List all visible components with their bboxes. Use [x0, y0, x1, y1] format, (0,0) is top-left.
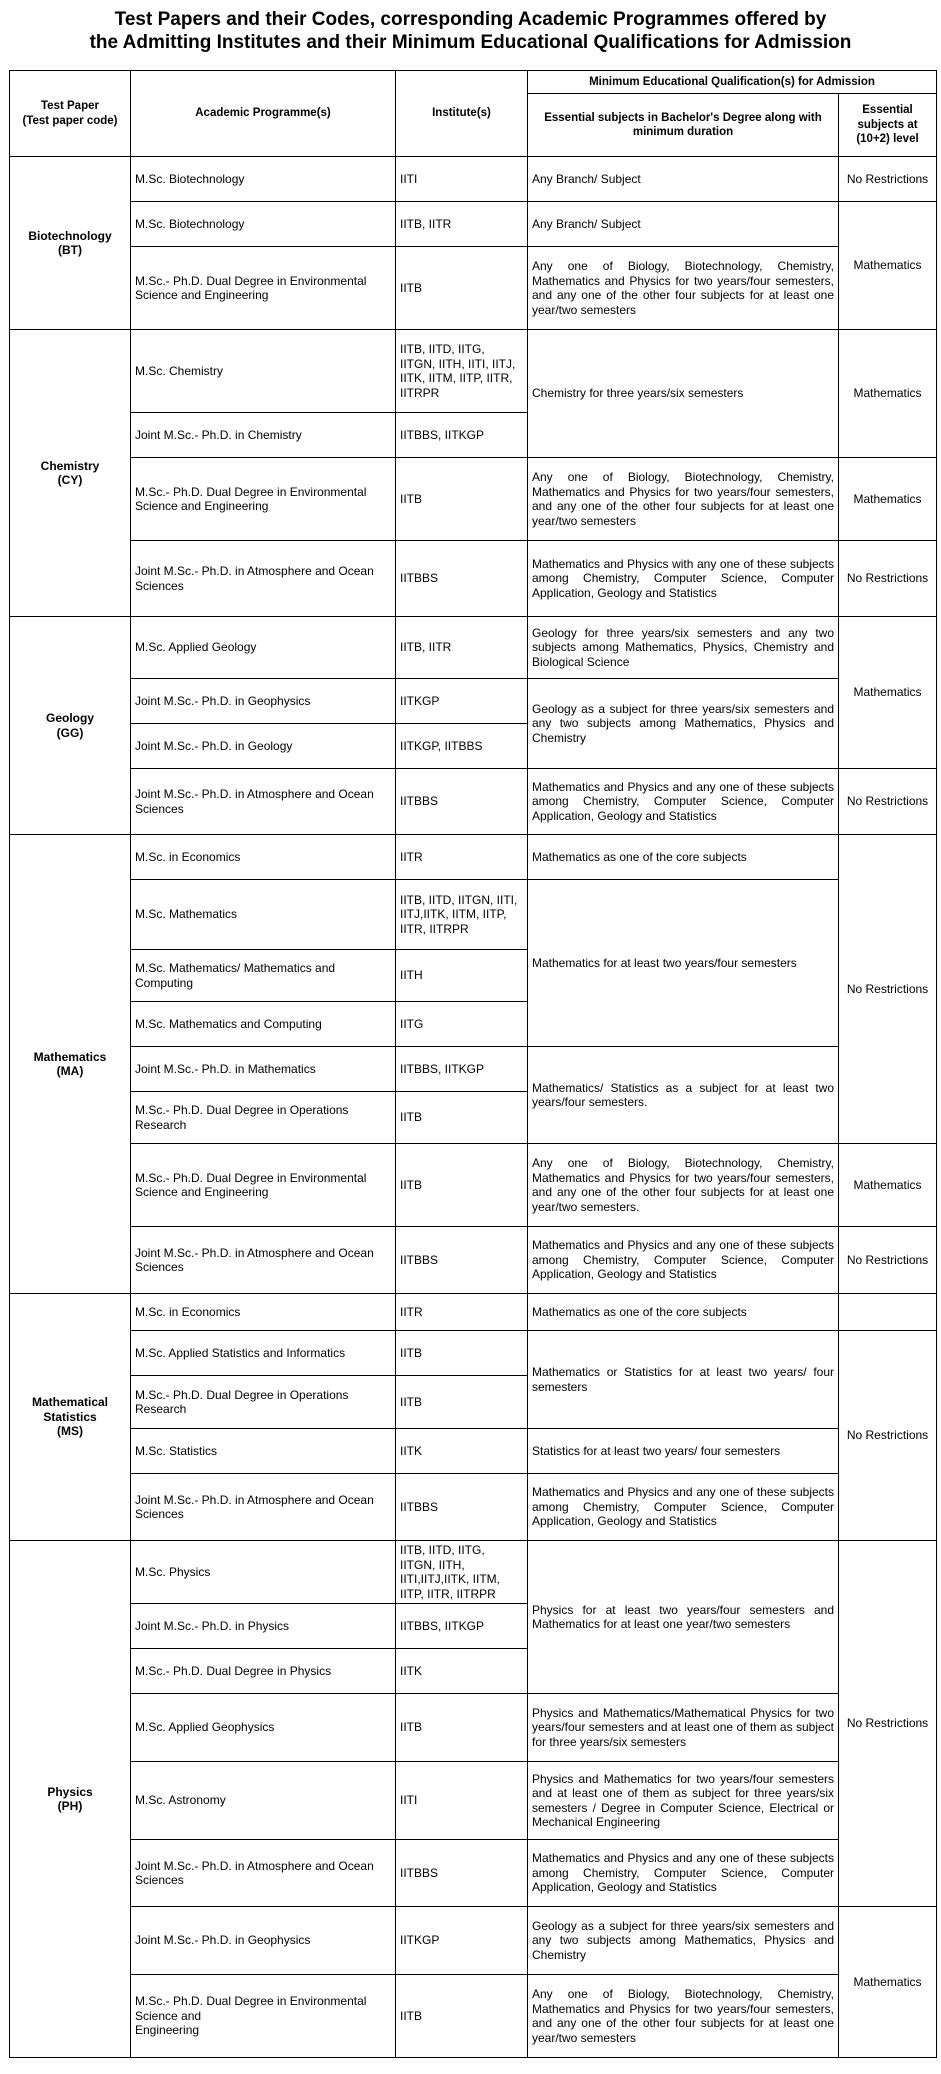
essential-subjects-cell: No Restrictions [839, 157, 937, 202]
programme-cell: Joint M.Sc.- Ph.D. in Atmosphere and Ocean Sciences [131, 1227, 396, 1294]
bachelor-subjects-cell: Any one of Biology, Biotechnology, Chemistry, Mathematics and Physics for two years/four semesters, and any one of the other four subjects for at least one year/two semesters [528, 247, 839, 330]
test-paper-cell: Physics (PH) [10, 1541, 131, 2058]
essential-subjects-cell: No Restrictions [839, 1331, 937, 1541]
bachelor-subjects-cell: Mathematics or Statistics for at least two years/ four semesters [528, 1331, 839, 1429]
bachelor-subjects-cell: Mathematics and Physics and any one of these subjects among Chemistry, Computer Science, Computer Application, Geology and Statistics [528, 1840, 839, 1907]
table-row [10, 458, 937, 541]
bachelor-subjects-cell: Geology as a subject for three years/six semesters and any two subjects among Mathematics, Physics and Chemistry [528, 679, 839, 769]
table-row [10, 1975, 937, 2058]
programme-cell: Joint M.Sc.- Ph.D. in Mathematics [131, 1047, 396, 1092]
test-paper-cell: Biotechnology (BT) [10, 157, 131, 330]
header-test-paper: Test Paper (Test paper code) [10, 71, 131, 157]
bachelor-subjects-cell: Mathematics for at least two years/four semesters [528, 880, 839, 1047]
institute-cell: IITKGP [396, 1907, 528, 1975]
essential-subjects-cell: No Restrictions [839, 1541, 937, 1907]
bachelor-subjects-cell: Chemistry for three years/six semesters [528, 330, 839, 458]
institute-cell: IITB [396, 1376, 528, 1429]
header-min-qualification: Minimum Educational Qualification(s) for Admission [528, 71, 937, 94]
essential-subjects-cell: Mathematics [839, 458, 937, 541]
bachelor-subjects-cell: Any Branch/ Subject [528, 202, 839, 247]
table-row [10, 679, 937, 724]
programme-cell: M.Sc. Biotechnology [131, 202, 396, 247]
header-programme: Academic Programme(s) [131, 71, 396, 157]
institute-cell: IITB, IITD, IITGN, IITI, IITJ,IITK, IITM, IITP, IITR, IITRPR [396, 880, 528, 950]
essential-subjects-cell [839, 1294, 937, 1331]
programme-cell: M.Sc. Biotechnology [131, 157, 396, 202]
table-row [10, 1047, 937, 1092]
programme-cell: M.Sc.- Ph.D. Dual Degree in Operations Research [131, 1376, 396, 1429]
programme-cell: Joint M.Sc.- Ph.D. in Geophysics [131, 679, 396, 724]
table-row [10, 1474, 937, 1541]
programme-cell: M.Sc. Applied Statistics and Informatics [131, 1331, 396, 1376]
essential-subjects-cell: Mathematics [839, 617, 937, 769]
programme-cell: M.Sc. Statistics [131, 1429, 396, 1474]
table-row [10, 1907, 937, 1975]
essential-subjects-cell: Mathematics [839, 330, 937, 458]
bachelor-subjects-cell: Any Branch/ Subject [528, 157, 839, 202]
table-row [10, 1694, 937, 1762]
institute-cell: IITK [396, 1429, 528, 1474]
institute-cell: IITBBS [396, 1227, 528, 1294]
title-line-1: Test Papers and their Codes, corresponding Academic Programmes offered by [114, 9, 827, 30]
institute-cell: IITB [396, 1144, 528, 1227]
programme-cell: M.Sc.- Ph.D. Dual Degree in Environmental Science and Engineering [131, 458, 396, 541]
table-row [10, 1541, 937, 1604]
bachelor-subjects-cell: Mathematics and Physics and any one of these subjects among Chemistry, Computer Science, Computer Application, Geology and Statistics [528, 1474, 839, 1541]
programme-cell: Joint M.Sc.- Ph.D. in Chemistry [131, 413, 396, 458]
bachelor-subjects-cell: Any one of Biology, Biotechnology, Chemistry, Mathematics and Physics for two years/four semesters, and any one of the other four subjects for at least one year/two semesters [528, 1975, 839, 2058]
test-paper-cell: Mathematical Statistics (MS) [10, 1294, 131, 1541]
table-body [10, 157, 937, 2058]
programme-cell: Joint M.Sc.- Ph.D. in Geology [131, 724, 396, 769]
institute-cell: IITBBS, IITKGP [396, 413, 528, 458]
programme-cell: M.Sc.- Ph.D. Dual Degree in Operations Research [131, 1092, 396, 1144]
institute-cell: IITH [396, 950, 528, 1002]
header-bachelor-subjects: Essential subjects in Bachelor's Degree along with minimum duration [528, 94, 839, 157]
institute-cell: IITBBS [396, 1840, 528, 1907]
bachelor-subjects-cell: Any one of Biology, Biotechnology, Chemistry, Mathematics and Physics for two years/four semesters, and any one of the other four subjects for at least one year/two semesters. [528, 1144, 839, 1227]
test-paper-cell: Mathematics (MA) [10, 835, 131, 1294]
table-row [10, 330, 937, 413]
programme-cell: M.Sc.- Ph.D. Dual Degree in Physics [131, 1649, 396, 1694]
institute-cell: IITKGP, IITBBS [396, 724, 528, 769]
programme-cell: M.Sc. Chemistry [131, 330, 396, 413]
header-essential-subjects: Essential subjects at (10+2) level [839, 94, 937, 157]
essential-subjects-cell: Mathematics [839, 202, 937, 330]
programme-cell: M.Sc. in Economics [131, 835, 396, 880]
programme-cell: Joint M.Sc.- Ph.D. in Physics [131, 1604, 396, 1649]
institute-cell: IITB [396, 458, 528, 541]
bachelor-subjects-cell: Mathematics and Physics with any one of these subjects among Chemistry, Computer Science, Computer Application, Geology and Statistics [528, 541, 839, 617]
table-row [10, 1294, 937, 1331]
institute-cell: IITB [396, 1092, 528, 1144]
programme-cell: M.Sc. Applied Geophysics [131, 1694, 396, 1762]
bachelor-subjects-cell: Statistics for at least two years/ four semesters [528, 1429, 839, 1474]
bachelor-subjects-cell: Mathematics as one of the core subjects [528, 1294, 839, 1331]
table-row [10, 1144, 937, 1227]
institute-cell: IITB [396, 1331, 528, 1376]
table-row [10, 541, 937, 617]
institute-cell: IITG [396, 1002, 528, 1047]
programme-cell: M.Sc. Astronomy [131, 1762, 396, 1840]
qualifications-table [9, 70, 937, 2058]
bachelor-subjects-cell: Mathematics as one of the core subjects [528, 835, 839, 880]
programme-cell: M.Sc.- Ph.D. Dual Degree in Environmental Science and Engineering [131, 1144, 396, 1227]
institute-cell: IITI [396, 157, 528, 202]
bachelor-subjects-cell: Mathematics and Physics and any one of these subjects among Chemistry, Computer Science, Computer Application, Geology and Statistics [528, 769, 839, 835]
essential-subjects-cell: No Restrictions [839, 541, 937, 617]
programme-cell: M.Sc.- Ph.D. Dual Degree in Environmental Science and Engineering [131, 247, 396, 330]
table-row [10, 1840, 937, 1907]
programme-cell: Joint M.Sc.- Ph.D. in Atmosphere and Ocean Sciences [131, 1840, 396, 1907]
programme-cell: Joint M.Sc.- Ph.D. in Atmosphere and Ocean Sciences [131, 1474, 396, 1541]
programme-cell: Joint M.Sc.- Ph.D. in Atmosphere and Ocean Sciences [131, 769, 396, 835]
institute-cell: IITI [396, 1762, 528, 1840]
test-paper-cell: Geology (GG) [10, 617, 131, 835]
table-row [10, 617, 937, 679]
institute-cell: IITB [396, 1975, 528, 2058]
table-row [10, 1227, 937, 1294]
institute-cell: IITBBS, IITKGP [396, 1047, 528, 1092]
page-title [0, 8, 941, 54]
essential-subjects-cell: Mathematics [839, 1144, 937, 1227]
table-row [10, 769, 937, 835]
institute-cell: IITB, IITR [396, 202, 528, 247]
programme-cell: Joint M.Sc.- Ph.D. in Atmosphere and Ocean Sciences [131, 541, 396, 617]
header-institutes: Institute(s) [396, 71, 528, 157]
bachelor-subjects-cell: Mathematics and Physics and any one of these subjects among Chemistry, Computer Science, Computer Application, Geology and Statistics [528, 1227, 839, 1294]
institute-cell: IITBBS, IITKGP [396, 1604, 528, 1649]
test-paper-cell: Chemistry (CY) [10, 330, 131, 617]
bachelor-subjects-cell: Geology for three years/six semesters and any two subjects among Mathematics, Physics, Chemistry and Biological Science [528, 617, 839, 679]
bachelor-subjects-cell: Physics and Mathematics/Mathematical Physics for two years/four semesters and at least one of them as subject for three years/six semesters [528, 1694, 839, 1762]
programme-cell: M.Sc. in Economics [131, 1294, 396, 1331]
institute-cell: IITK [396, 1649, 528, 1694]
essential-subjects-cell: No Restrictions [839, 1227, 937, 1294]
essential-subjects-cell: No Restrictions [839, 769, 937, 835]
bachelor-subjects-cell: Physics and Mathematics for two years/four semesters and at least one of them as subject for three years/six semesters / Degree in Computer Science, Electrical or Mechanical Engineering [528, 1762, 839, 1840]
institute-cell: IITB, IITD, IITG, IITGN, IITH, IITI, IITJ, IITK, IITM, IITP, IITR, IITRPR [396, 330, 528, 413]
bachelor-subjects-cell: Mathematics/ Statistics as a subject for at least two years/four semesters. [528, 1047, 839, 1144]
institute-cell: IITKGP [396, 679, 528, 724]
table-row [10, 157, 937, 202]
title-line-2: the Admitting Institutes and their Minimum Educational Qualifications for Admission [89, 32, 852, 53]
institute-cell: IITR [396, 1294, 528, 1331]
essential-subjects-cell: Mathematics [839, 1907, 937, 2058]
table-row [10, 880, 937, 950]
institute-cell: IITBBS [396, 541, 528, 617]
institute-cell: IITB [396, 247, 528, 330]
institute-cell: IITBBS [396, 1474, 528, 1541]
institute-cell: IITB, IITR [396, 617, 528, 679]
institute-cell: IITBBS [396, 769, 528, 835]
programme-cell: Joint M.Sc.- Ph.D. in Geophysics [131, 1907, 396, 1975]
bachelor-subjects-cell: Physics for at least two years/four semesters and Mathematics for at least one year/two semesters [528, 1541, 839, 1694]
programme-cell: M.Sc. Mathematics/ Mathematics and Computing [131, 950, 396, 1002]
table-row [10, 247, 937, 330]
institute-cell: IITR [396, 835, 528, 880]
programme-cell: M.Sc. Mathematics and Computing [131, 1002, 396, 1047]
essential-subjects-cell: No Restrictions [839, 835, 937, 1144]
programme-cell: M.Sc. Physics [131, 1541, 396, 1604]
table-row [10, 1762, 937, 1840]
institute-cell: IITB [396, 1694, 528, 1762]
table-row [10, 1429, 937, 1474]
programme-cell: M.Sc.- Ph.D. Dual Degree in Environmental Science and Engineering [131, 1975, 396, 2058]
institute-cell: IITB, IITD, IITG, IITGN, IITH, IITI,IITJ,IITK, IITM, IITP, IITR, IITRPR [396, 1541, 528, 1604]
table-row [10, 202, 937, 247]
programme-cell: M.Sc. Applied Geology [131, 617, 396, 679]
programme-cell: M.Sc. Mathematics [131, 880, 396, 950]
bachelor-subjects-cell: Geology as a subject for three years/six semesters and any two subjects among Mathematics, Physics and Chemistry [528, 1907, 839, 1975]
bachelor-subjects-cell: Any one of Biology, Biotechnology, Chemistry, Mathematics and Physics for two years/four semesters, and any one of the other four subjects for at least one year/two semesters [528, 458, 839, 541]
table-row [10, 1331, 937, 1376]
table-row [10, 835, 937, 880]
